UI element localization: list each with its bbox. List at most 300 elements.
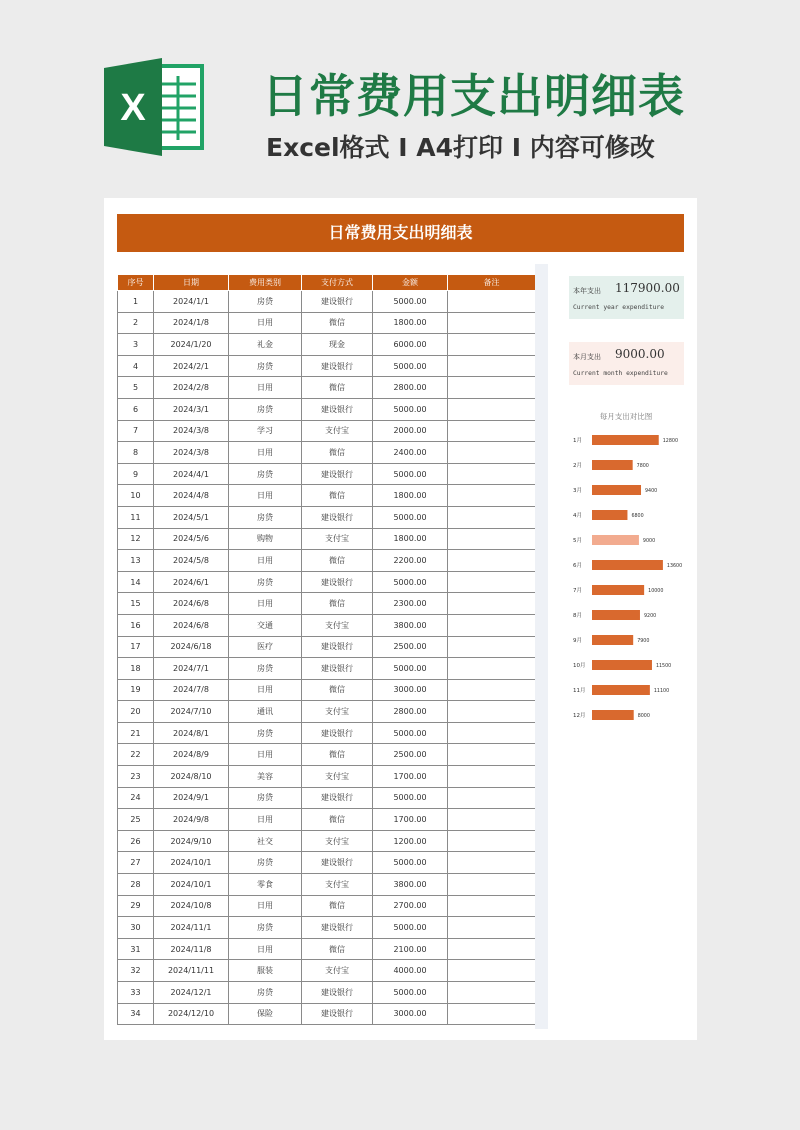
cell-index[interactable]: 29: [118, 895, 154, 917]
cell-index[interactable]: 20: [118, 701, 154, 723]
table-row: [118, 442, 536, 464]
table-row: [118, 506, 536, 528]
year-expenditure-value: 117900.00: [615, 281, 680, 295]
month-expenditure-label: 本月支出: [573, 353, 601, 361]
bar-value-label: 6800: [631, 514, 644, 519]
cell-index[interactable]: 19: [118, 679, 154, 701]
bar-month-9: [592, 635, 633, 645]
cell-date[interactable]: 2024/10/1: [154, 874, 229, 896]
cell-amount[interactable]: 5000.00: [373, 722, 448, 744]
cell-amount[interactable]: 5000.00: [373, 852, 448, 874]
cell-category[interactable]: 保险: [229, 1003, 302, 1025]
table-row: [118, 766, 536, 788]
table-row: [118, 895, 536, 917]
cell-category[interactable]: 服装: [229, 960, 302, 982]
cell-payment[interactable]: 建设银行: [302, 982, 373, 1004]
cell-note[interactable]: [448, 744, 536, 766]
cell-note[interactable]: [448, 614, 536, 636]
cell-date[interactable]: 2024/5/8: [154, 550, 229, 572]
table-row: [118, 291, 536, 313]
table-row: [118, 355, 536, 377]
cell-payment[interactable]: 建设银行: [302, 636, 373, 658]
bar-month-4: [592, 510, 627, 520]
cell-category[interactable]: 零食: [229, 874, 302, 896]
cell-payment[interactable]: 微信: [302, 593, 373, 615]
cell-index[interactable]: 22: [118, 744, 154, 766]
cell-index[interactable]: 10: [118, 485, 154, 507]
cell-note[interactable]: [448, 442, 536, 464]
bar-category-label: 3月: [573, 488, 582, 494]
bar-category-label: 7月: [573, 588, 582, 594]
month-expenditure-value: 9000.00: [615, 347, 665, 361]
expense-table: [117, 274, 536, 1025]
cell-note[interactable]: [448, 809, 536, 831]
table-row: [118, 679, 536, 701]
chart-title: 每月支出对比图: [599, 412, 653, 421]
cell-amount[interactable]: 3800.00: [373, 874, 448, 896]
cell-payment[interactable]: 微信: [302, 895, 373, 917]
cell-payment[interactable]: 支付宝: [302, 614, 373, 636]
col-header-amount: 金额: [373, 275, 448, 291]
bar-category-label: 4月: [573, 513, 582, 519]
cell-index[interactable]: 7: [118, 420, 154, 442]
cell-index[interactable]: 30: [118, 917, 154, 939]
table-row: [118, 852, 536, 874]
cell-category[interactable]: 美容: [229, 766, 302, 788]
table-body: [118, 291, 536, 1025]
cell-category[interactable]: 房贷: [229, 291, 302, 313]
bar-category-label: 10月: [573, 663, 586, 669]
cell-index[interactable]: 3: [118, 334, 154, 356]
cell-category[interactable]: 交通: [229, 614, 302, 636]
cell-category[interactable]: 房贷: [229, 917, 302, 939]
cell-note[interactable]: [448, 960, 536, 982]
cell-payment[interactable]: 支付宝: [302, 528, 373, 550]
cell-index[interactable]: 8: [118, 442, 154, 464]
page-title: 日常费用支出明细表: [262, 69, 685, 123]
monthly-expense-chart: [569, 408, 684, 728]
cell-date[interactable]: 2024/11/1: [154, 917, 229, 939]
bar-category-label: 1月: [573, 438, 582, 444]
cell-note[interactable]: [448, 334, 536, 356]
cell-amount[interactable]: 5000.00: [373, 291, 448, 313]
cell-index[interactable]: 11: [118, 506, 154, 528]
cell-amount[interactable]: 1700.00: [373, 809, 448, 831]
cell-payment[interactable]: 建设银行: [302, 506, 373, 528]
cell-category[interactable]: 房贷: [229, 571, 302, 593]
cell-payment[interactable]: 微信: [302, 809, 373, 831]
cell-payment[interactable]: 建设银行: [302, 658, 373, 680]
cell-amount[interactable]: 2500.00: [373, 744, 448, 766]
bar-month-6: [592, 560, 663, 570]
year-expenditure-label: 本年支出: [573, 287, 601, 295]
cell-payment[interactable]: 建设银行: [302, 852, 373, 874]
cell-index[interactable]: 9: [118, 463, 154, 485]
excel-logo-icon: [104, 58, 204, 156]
cell-note[interactable]: [448, 658, 536, 680]
table-row: [118, 312, 536, 334]
cell-note[interactable]: [448, 636, 536, 658]
cell-category[interactable]: 房贷: [229, 463, 302, 485]
cell-date[interactable]: 2024/5/6: [154, 528, 229, 550]
cell-index[interactable]: 21: [118, 722, 154, 744]
cell-amount[interactable]: 5000.00: [373, 787, 448, 809]
cell-category[interactable]: 日用: [229, 679, 302, 701]
cell-category[interactable]: 日用: [229, 442, 302, 464]
table-row: [118, 917, 536, 939]
cell-amount[interactable]: 4000.00: [373, 960, 448, 982]
cell-amount[interactable]: 2000.00: [373, 420, 448, 442]
cell-category[interactable]: 日用: [229, 809, 302, 831]
bar-month-10: [592, 660, 652, 670]
cell-note[interactable]: [448, 506, 536, 528]
cell-note[interactable]: [448, 701, 536, 723]
table-row: [118, 787, 536, 809]
cell-index[interactable]: 5: [118, 377, 154, 399]
bar-value-label: 9200: [643, 614, 657, 619]
cell-note[interactable]: [448, 528, 536, 550]
table-row: [118, 463, 536, 485]
col-header-index: 序号: [118, 275, 154, 291]
cell-date[interactable]: 2024/9/10: [154, 830, 229, 852]
table-row: [118, 636, 536, 658]
cell-note[interactable]: [448, 355, 536, 377]
col-header-category: 费用类别: [229, 275, 302, 291]
cell-note[interactable]: [448, 312, 536, 334]
cell-amount[interactable]: 1700.00: [373, 766, 448, 788]
cell-date[interactable]: 2024/7/1: [154, 658, 229, 680]
table-row: [118, 744, 536, 766]
cell-amount[interactable]: 5000.00: [373, 398, 448, 420]
cell-index[interactable]: 4: [118, 355, 154, 377]
cell-note[interactable]: [448, 917, 536, 939]
cell-note[interactable]: [448, 571, 536, 593]
bar-category-label: 6月: [573, 563, 582, 569]
cell-amount[interactable]: 2800.00: [373, 377, 448, 399]
cell-index[interactable]: 15: [118, 593, 154, 615]
cell-date[interactable]: 2024/7/8: [154, 679, 229, 701]
cell-note[interactable]: [448, 1003, 536, 1025]
cell-payment[interactable]: 支付宝: [302, 701, 373, 723]
table-row: [118, 334, 536, 356]
bar-value-label: 7900: [637, 639, 650, 644]
table-row: [118, 614, 536, 636]
bar-month-3: [592, 485, 641, 495]
cell-payment[interactable]: 支付宝: [302, 420, 373, 442]
cell-index[interactable]: 16: [118, 614, 154, 636]
cell-category[interactable]: 学习: [229, 420, 302, 442]
cell-amount[interactable]: 3000.00: [373, 679, 448, 701]
cell-amount[interactable]: 2400.00: [373, 442, 448, 464]
cell-category[interactable]: 通讯: [229, 701, 302, 723]
cell-category[interactable]: 日用: [229, 593, 302, 615]
cell-index[interactable]: 17: [118, 636, 154, 658]
cell-date[interactable]: 2024/6/8: [154, 593, 229, 615]
divider-stripe: [535, 264, 548, 1029]
logo-letter: X: [120, 87, 146, 129]
cell-index[interactable]: 34: [118, 1003, 154, 1025]
sheet-title-banner: 日常费用支出明细表: [117, 214, 684, 252]
cell-amount[interactable]: 2100.00: [373, 938, 448, 960]
cell-category[interactable]: 房贷: [229, 982, 302, 1004]
cell-date[interactable]: 2024/2/8: [154, 377, 229, 399]
cell-payment[interactable]: 建设银行: [302, 1003, 373, 1025]
cell-payment[interactable]: 建设银行: [302, 291, 373, 313]
cell-category[interactable]: 礼金: [229, 334, 302, 356]
cell-note[interactable]: [448, 485, 536, 507]
cell-note[interactable]: [448, 291, 536, 313]
cell-category[interactable]: 房贷: [229, 722, 302, 744]
cell-date[interactable]: 2024/6/8: [154, 614, 229, 636]
cell-payment[interactable]: 支付宝: [302, 830, 373, 852]
table-row: [118, 938, 536, 960]
bar-category-label: 8月: [573, 613, 582, 619]
cell-payment[interactable]: 现金: [302, 334, 373, 356]
cell-amount[interactable]: 1800.00: [373, 528, 448, 550]
cell-payment[interactable]: 支付宝: [302, 874, 373, 896]
cell-amount[interactable]: 5000.00: [373, 658, 448, 680]
spreadsheet-page: [104, 198, 697, 1040]
cell-date[interactable]: 2024/3/8: [154, 420, 229, 442]
cell-index[interactable]: 28: [118, 874, 154, 896]
cell-date[interactable]: 2024/3/1: [154, 398, 229, 420]
cell-amount[interactable]: 5000.00: [373, 506, 448, 528]
bar-value-label: 11100: [653, 689, 670, 694]
cell-amount[interactable]: 2800.00: [373, 701, 448, 723]
cell-index[interactable]: 12: [118, 528, 154, 550]
cell-date[interactable]: 2024/7/10: [154, 701, 229, 723]
cell-date[interactable]: 2024/12/10: [154, 1003, 229, 1025]
table-row: [118, 1003, 536, 1025]
cell-amount[interactable]: 3000.00: [373, 1003, 448, 1025]
cell-date[interactable]: 2024/9/1: [154, 787, 229, 809]
table-row: [118, 960, 536, 982]
cell-index[interactable]: 18: [118, 658, 154, 680]
cell-payment[interactable]: 微信: [302, 938, 373, 960]
cell-note[interactable]: [448, 787, 536, 809]
bar-category-label: 9月: [573, 638, 582, 644]
table-row: [118, 982, 536, 1004]
cell-category[interactable]: 房贷: [229, 506, 302, 528]
col-header-payment: 支付方式: [302, 275, 373, 291]
cell-category[interactable]: 日用: [229, 938, 302, 960]
cell-index[interactable]: 24: [118, 787, 154, 809]
table-row: [118, 398, 536, 420]
cell-date[interactable]: 2024/4/8: [154, 485, 229, 507]
table-row: [118, 528, 536, 550]
cell-payment[interactable]: 建设银行: [302, 787, 373, 809]
cell-category[interactable]: 购物: [229, 528, 302, 550]
table-row: [118, 874, 536, 896]
cell-category[interactable]: 日用: [229, 895, 302, 917]
cell-date[interactable]: 2024/5/1: [154, 506, 229, 528]
cell-payment[interactable]: 微信: [302, 550, 373, 572]
cell-date[interactable]: 2024/10/8: [154, 895, 229, 917]
bar-month-12: [592, 710, 634, 720]
bar-value-label: 11500: [655, 664, 672, 669]
year-expenditure-en: Current year expenditure: [573, 304, 664, 311]
cell-index[interactable]: 26: [118, 830, 154, 852]
bar-month-1: [592, 435, 659, 445]
table-header-row: [118, 275, 536, 291]
cell-amount[interactable]: 2700.00: [373, 895, 448, 917]
cell-payment[interactable]: 支付宝: [302, 960, 373, 982]
table-row: [118, 722, 536, 744]
bar-value-label: 7800: [636, 464, 649, 469]
cell-payment[interactable]: 微信: [302, 442, 373, 464]
table-row: [118, 809, 536, 831]
cell-note[interactable]: [448, 895, 536, 917]
table-row: [118, 701, 536, 723]
cell-amount[interactable]: 5000.00: [373, 917, 448, 939]
cell-payment[interactable]: 建设银行: [302, 463, 373, 485]
cell-date[interactable]: 2024/6/18: [154, 636, 229, 658]
cell-index[interactable]: 23: [118, 766, 154, 788]
cell-payment[interactable]: 微信: [302, 377, 373, 399]
cell-date[interactable]: 2024/1/20: [154, 334, 229, 356]
bar-value-label: 9000: [642, 539, 656, 544]
page-subtitle: Excel格式 I A4打印 I 内容可修改: [266, 133, 655, 162]
bar-category-label: 5月: [573, 538, 582, 544]
cell-note[interactable]: [448, 593, 536, 615]
cell-index[interactable]: 14: [118, 571, 154, 593]
cell-note[interactable]: [448, 377, 536, 399]
bar-value-label: 12800: [662, 439, 679, 444]
cell-note[interactable]: [448, 874, 536, 896]
cell-amount[interactable]: 2300.00: [373, 593, 448, 615]
cell-date[interactable]: 2024/8/10: [154, 766, 229, 788]
cell-date[interactable]: 2024/9/8: [154, 809, 229, 831]
cell-index[interactable]: 33: [118, 982, 154, 1004]
cell-category[interactable]: 社交: [229, 830, 302, 852]
cell-date[interactable]: 2024/4/1: [154, 463, 229, 485]
cell-category[interactable]: 房贷: [229, 787, 302, 809]
cell-note[interactable]: [448, 398, 536, 420]
cell-index[interactable]: 32: [118, 960, 154, 982]
cell-payment[interactable]: 建设银行: [302, 917, 373, 939]
year-expenditure-card: [569, 276, 684, 319]
bar-month-7: [592, 585, 644, 595]
cell-index[interactable]: 25: [118, 809, 154, 831]
cell-amount[interactable]: 2500.00: [373, 636, 448, 658]
cell-note[interactable]: [448, 830, 536, 852]
cell-amount[interactable]: 3800.00: [373, 614, 448, 636]
cell-amount[interactable]: 5000.00: [373, 571, 448, 593]
bar-category-label: 2月: [573, 463, 582, 469]
bar-month-8: [592, 610, 640, 620]
cell-amount[interactable]: 5000.00: [373, 463, 448, 485]
cell-category[interactable]: 房贷: [229, 355, 302, 377]
cell-index[interactable]: 13: [118, 550, 154, 572]
table-row: [118, 377, 536, 399]
bar-month-2: [592, 460, 633, 470]
cell-note[interactable]: [448, 766, 536, 788]
cell-category[interactable]: 房贷: [229, 398, 302, 420]
table-row: [118, 593, 536, 615]
cell-date[interactable]: 2024/6/1: [154, 571, 229, 593]
table-row: [118, 571, 536, 593]
cell-index[interactable]: 27: [118, 852, 154, 874]
cell-payment[interactable]: 微信: [302, 485, 373, 507]
bar-value-label: 8000: [637, 714, 650, 719]
table-row: [118, 420, 536, 442]
cell-payment[interactable]: 微信: [302, 312, 373, 334]
cell-payment[interactable]: 建设银行: [302, 355, 373, 377]
cell-index[interactable]: 31: [118, 938, 154, 960]
cell-amount[interactable]: 2200.00: [373, 550, 448, 572]
cell-date[interactable]: 2024/8/1: [154, 722, 229, 744]
table-row: [118, 550, 536, 572]
cell-index[interactable]: 1: [118, 291, 154, 313]
table-row: [118, 658, 536, 680]
cell-date[interactable]: 2024/2/1: [154, 355, 229, 377]
bar-month-5: [592, 535, 639, 545]
cell-amount[interactable]: 1200.00: [373, 830, 448, 852]
cell-date[interactable]: 2024/12/1: [154, 982, 229, 1004]
cell-note[interactable]: [448, 982, 536, 1004]
cell-category[interactable]: 日用: [229, 312, 302, 334]
cell-date[interactable]: 2024/1/1: [154, 291, 229, 313]
cell-note[interactable]: [448, 463, 536, 485]
cell-date[interactable]: 2024/11/8: [154, 938, 229, 960]
cell-category[interactable]: 房贷: [229, 852, 302, 874]
cell-note[interactable]: [448, 420, 536, 442]
cell-date[interactable]: 2024/8/9: [154, 744, 229, 766]
cell-index[interactable]: 2: [118, 312, 154, 334]
cell-amount[interactable]: 6000.00: [373, 334, 448, 356]
cell-note[interactable]: [448, 679, 536, 701]
cell-note[interactable]: [448, 938, 536, 960]
cell-index[interactable]: 6: [118, 398, 154, 420]
bar-value-label: 13600: [666, 564, 683, 569]
bar-category-label: 12月: [573, 713, 586, 719]
cell-payment[interactable]: 微信: [302, 744, 373, 766]
bar-month-11: [592, 685, 650, 695]
cell-payment[interactable]: 建设银行: [302, 571, 373, 593]
cell-category[interactable]: 日用: [229, 744, 302, 766]
month-expenditure-card: [569, 342, 684, 385]
bar-value-label: 9400: [645, 489, 658, 494]
cell-payment[interactable]: 支付宝: [302, 766, 373, 788]
cell-amount[interactable]: 5000.00: [373, 355, 448, 377]
cell-amount[interactable]: 1800.00: [373, 312, 448, 334]
col-header-date: 日期: [154, 275, 229, 291]
bar-category-label: 11月: [573, 688, 586, 694]
col-header-note: 备注: [448, 275, 536, 291]
cell-category[interactable]: 日用: [229, 377, 302, 399]
month-expenditure-en: Current month expenditure: [573, 370, 668, 377]
cell-amount[interactable]: 5000.00: [373, 982, 448, 1004]
cell-category[interactable]: 日用: [229, 550, 302, 572]
cell-payment[interactable]: 微信: [302, 679, 373, 701]
cell-payment[interactable]: 建设银行: [302, 722, 373, 744]
cell-date[interactable]: 2024/1/8: [154, 312, 229, 334]
cell-category[interactable]: 医疗: [229, 636, 302, 658]
cell-date[interactable]: 2024/3/8: [154, 442, 229, 464]
cell-category[interactable]: 日用: [229, 485, 302, 507]
cell-note[interactable]: [448, 550, 536, 572]
cell-date[interactable]: 2024/10/1: [154, 852, 229, 874]
cell-note[interactable]: [448, 722, 536, 744]
cell-note[interactable]: [448, 852, 536, 874]
cell-amount[interactable]: 1800.00: [373, 485, 448, 507]
cell-category[interactable]: 房贷: [229, 658, 302, 680]
table-row: [118, 485, 536, 507]
cell-date[interactable]: 2024/11/11: [154, 960, 229, 982]
bar-value-label: 10000: [648, 589, 664, 594]
table-row: [118, 830, 536, 852]
cell-payment[interactable]: 建设银行: [302, 398, 373, 420]
